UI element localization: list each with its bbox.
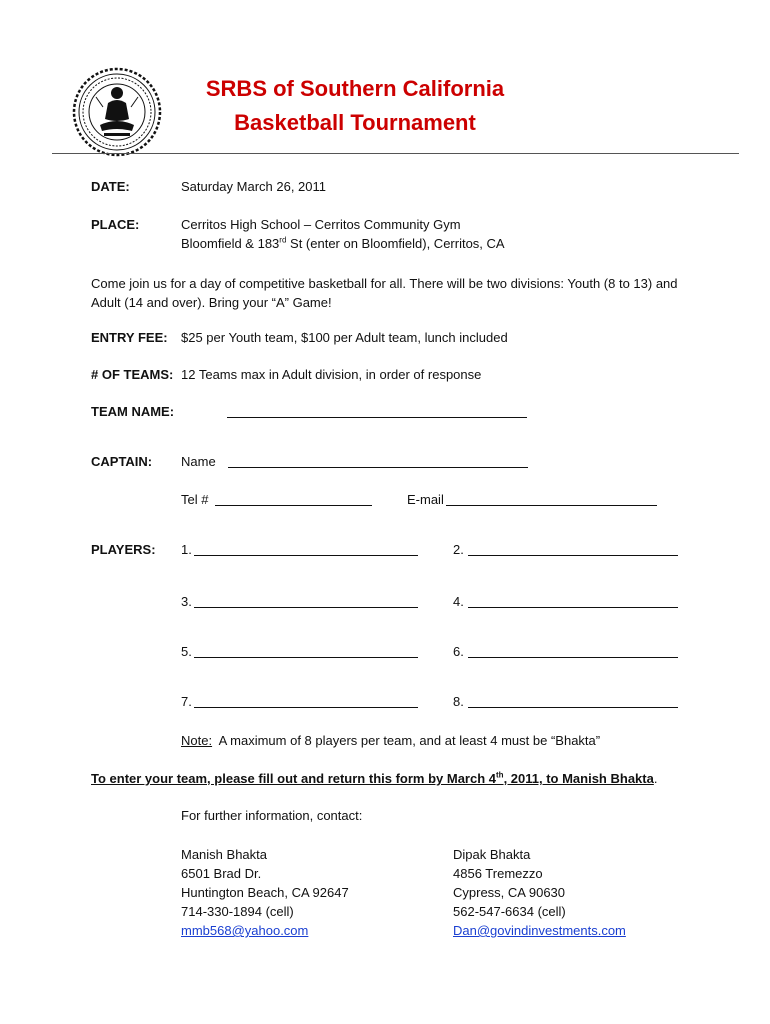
- date-label: DATE:: [91, 179, 130, 194]
- captain-name-label: Name: [181, 454, 216, 469]
- player-number: 5.: [181, 644, 192, 659]
- player-2-field[interactable]: [468, 555, 678, 556]
- date-value: Saturday March 26, 2011: [181, 179, 327, 194]
- contact-email-link[interactable]: Dan@govindinvestments.com: [453, 923, 626, 938]
- header-divider: [52, 153, 739, 154]
- contact-address: 4856 Tremezzo: [453, 866, 543, 881]
- contact-intro: For further information, contact:: [181, 808, 363, 823]
- note: [181, 733, 600, 748]
- title-line-2: Basketball Tournament: [234, 110, 476, 135]
- contact-address: 6501 Brad Dr.: [181, 866, 262, 881]
- contact-name: Manish Bhakta: [181, 847, 267, 862]
- note-text: A maximum of 8 players per team, and at least 4 must be “Bhakta”: [212, 733, 601, 748]
- captain-name-field[interactable]: [228, 467, 528, 468]
- entry-fee-label: ENTRY FEE:: [91, 330, 168, 345]
- contact-card: [181, 845, 349, 940]
- player-5-field[interactable]: [194, 657, 418, 658]
- captain-tel-label: Tel #: [181, 492, 209, 507]
- player-number: 1.: [181, 542, 192, 557]
- players-label: PLAYERS:: [91, 542, 156, 557]
- player-7-field[interactable]: [194, 707, 418, 708]
- contact-name: Dipak Bhakta: [453, 847, 531, 862]
- contact-email-link[interactable]: mmb568@yahoo.com: [181, 923, 309, 938]
- team-name-field[interactable]: [227, 417, 527, 418]
- contact-phone: 562-547-6634 (cell): [453, 904, 566, 919]
- team-name-label: TEAM NAME:: [91, 404, 175, 419]
- num-teams-value: 12 Teams max in Adult division, in order of response: [181, 367, 482, 382]
- player-number: 2.: [453, 542, 464, 557]
- contact-city: Huntington Beach, CA 92647: [181, 885, 349, 900]
- place-label: PLACE:: [91, 217, 140, 232]
- submission-instruction: To enter your team, please fill out and return this form by March 4th, 2011, to Manish Bhakta.: [91, 770, 658, 786]
- entry-fee-value: $25 per Youth team, $100 per Adult team, lunch included: [181, 330, 508, 345]
- player-number: 8.: [453, 694, 464, 709]
- player-number: 4.: [453, 594, 464, 609]
- intro-paragraph: Come join us for a day of competitive basketball for all. There will be two divisions: Youth (8 to 13) and Adult (14 and over). Bring your “A” Game!: [91, 276, 678, 310]
- contact-card: [453, 845, 626, 940]
- player-6-field[interactable]: [468, 657, 678, 658]
- captain-label: CAPTAIN:: [91, 454, 153, 469]
- player-number: 7.: [181, 694, 192, 709]
- player-3-field[interactable]: [194, 607, 418, 608]
- title-line-1: SRBS of Southern California: [205, 76, 505, 101]
- captain-tel-field[interactable]: [215, 505, 372, 506]
- contact-city: Cypress, CA 90630: [453, 885, 566, 900]
- captain-email-field[interactable]: [446, 505, 657, 506]
- place-line-2: Bloomfield & 183rd St (enter on Bloomfield), Cerritos, CA: [181, 235, 505, 251]
- player-number: 6.: [453, 644, 464, 659]
- player-4-field[interactable]: [468, 607, 678, 608]
- player-8-field[interactable]: [468, 707, 678, 708]
- num-teams-label: # OF TEAMS:: [91, 367, 174, 382]
- contact-phone: 714-330-1894 (cell): [181, 904, 294, 919]
- captain-email-label: E-mail: [407, 492, 444, 507]
- srbs-logo: [72, 67, 162, 157]
- player-1-field[interactable]: [194, 555, 418, 556]
- place-line-1: Cerritos High School – Cerritos Community Gym: [181, 217, 461, 232]
- note-label: Note:: [181, 733, 213, 748]
- player-number: 3.: [181, 594, 192, 609]
